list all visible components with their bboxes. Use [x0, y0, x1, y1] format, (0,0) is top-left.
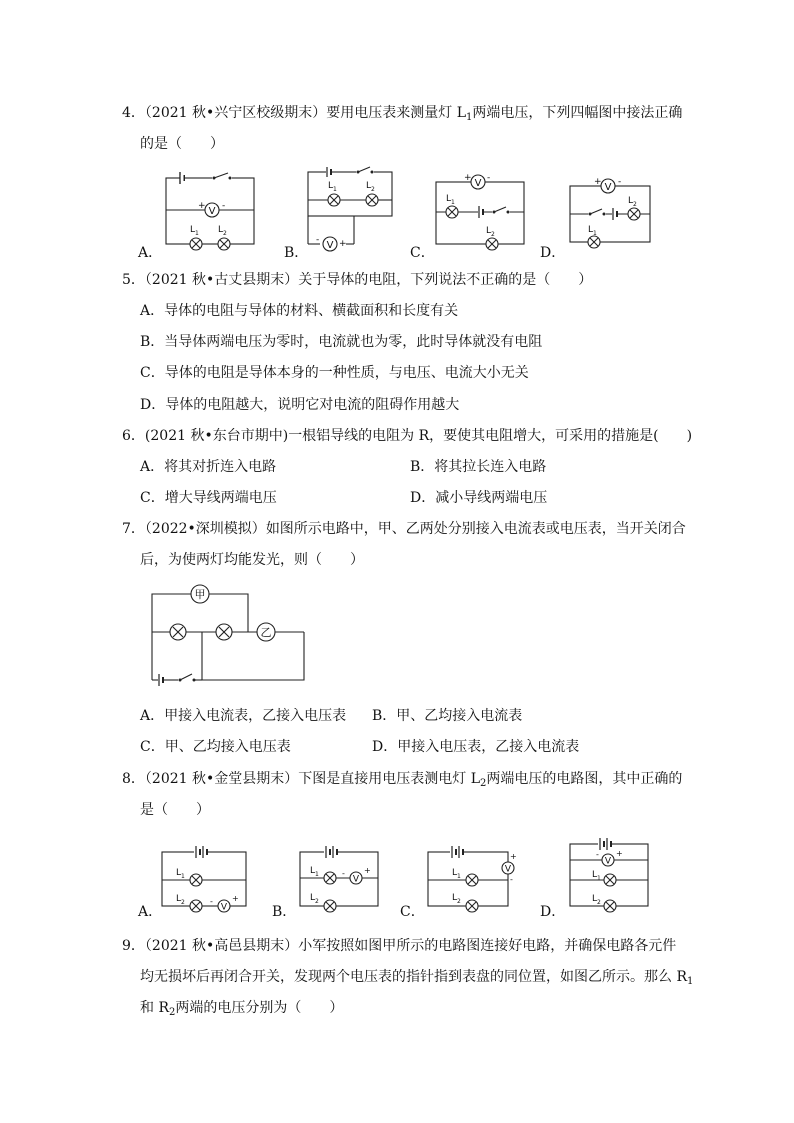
- q4-circuit-d: [568, 176, 654, 248]
- q4-label-c: C．: [410, 245, 435, 261]
- svg-text:V: V: [326, 240, 334, 251]
- q9-subscript-2: 2: [169, 1007, 176, 1018]
- svg-text:V: V: [604, 182, 612, 193]
- q4-line1: [122, 104, 682, 127]
- svg-text:甲: 甲: [194, 588, 206, 601]
- bulb-l2: [592, 894, 616, 912]
- svg-text:L: L: [176, 894, 182, 904]
- svg-text:2: 2: [491, 231, 495, 238]
- q8-text-b: 两端电压的电路图，其中正确的: [486, 771, 683, 787]
- q6-option-b: B．将其拉长连入电路: [410, 459, 547, 475]
- bulb-l2: [628, 196, 640, 220]
- q9-line2: [140, 968, 693, 991]
- svg-text:V: V: [352, 874, 360, 885]
- q8-label-b: B．: [272, 904, 297, 920]
- q9-line3: [140, 999, 343, 1022]
- q7-circuit: [148, 582, 312, 692]
- q8-circuit-a: [160, 844, 250, 914]
- meter-yi: [257, 623, 275, 641]
- bulb-l1: [328, 181, 340, 206]
- q9-subscript-1: 1: [687, 976, 694, 987]
- svg-text:L: L: [592, 894, 598, 904]
- svg-text:L: L: [190, 225, 196, 235]
- bulb-l2: [310, 893, 336, 912]
- svg-text:1: 1: [593, 230, 597, 237]
- bulb-l2: [452, 893, 478, 912]
- q5-option-c: C．导体的电阻是导体本身的一种性质，与电压、电流大小无关: [140, 365, 529, 381]
- q5-line1: [122, 271, 592, 289]
- q4-text-a: 要用电压表来测量灯 L: [326, 105, 467, 121]
- svg-text:2: 2: [181, 899, 185, 906]
- bulb-l2: [486, 226, 498, 250]
- q6-option-a: A．将其对折连入电路: [140, 459, 277, 475]
- svg-text:L: L: [592, 870, 598, 880]
- q6-number: 6．: [122, 428, 145, 444]
- q8-circuit-d: [568, 834, 652, 914]
- svg-text:+: +: [198, 201, 206, 211]
- bulb-right: [216, 624, 232, 640]
- svg-text:-: -: [510, 875, 513, 884]
- q8-label-c: C．: [400, 904, 425, 920]
- q8-label-d: D．: [540, 904, 566, 920]
- svg-text:L: L: [628, 196, 634, 206]
- battery-symbol: [180, 172, 185, 184]
- q4-label-a: A．: [138, 245, 163, 261]
- bulb-l1: [592, 870, 616, 886]
- q6-option-d: D．减小导线两端电压: [410, 490, 548, 506]
- switch-symbol: [179, 674, 203, 682]
- q8-circuit-c: [426, 844, 520, 914]
- svg-text:L: L: [588, 225, 594, 235]
- q6-line1: [122, 427, 692, 445]
- battery-symbol: [612, 208, 618, 220]
- voltmeter-symbol: [502, 852, 517, 884]
- bulb-l2: [366, 181, 378, 206]
- svg-text:+: +: [364, 866, 371, 875]
- svg-text:-: -: [210, 897, 213, 906]
- q9-line3-a: 和 R: [140, 1000, 169, 1016]
- meter-jia: [191, 585, 209, 603]
- svg-text:-: -: [618, 177, 622, 187]
- q4-circuit-b: [306, 166, 396, 250]
- svg-text:+: +: [464, 173, 472, 183]
- q8-label-a: A．: [138, 904, 163, 920]
- q5-number: 5．: [122, 272, 145, 288]
- q4-number: 4．: [122, 105, 145, 121]
- q4-label-b: B．: [284, 245, 309, 261]
- battery-symbol: [156, 674, 178, 686]
- switch-symbol: [356, 167, 374, 175]
- voltmeter-symbol: [210, 894, 239, 913]
- q9-number: 9．: [122, 938, 145, 954]
- svg-text:V: V: [208, 206, 216, 217]
- bulb-l1: [310, 866, 336, 884]
- q7-source: （2022•深圳模拟）: [144, 521, 266, 537]
- battery-symbol: [324, 846, 338, 858]
- q8-text-a: 下图是直接用电压表测电灯 L: [298, 771, 481, 787]
- q4-line2: 的是（ ）: [140, 136, 224, 152]
- svg-text:+: +: [510, 852, 517, 861]
- svg-text:L: L: [310, 893, 316, 903]
- q5-option-a: A．导体的电阻与导体的材料、横截面积和长度有关: [140, 303, 459, 319]
- q4-subscript: 1: [466, 112, 473, 123]
- svg-text:+: +: [339, 239, 347, 249]
- q7-option-c: C．甲、乙均接入电压表: [140, 739, 291, 755]
- svg-text:1: 1: [597, 875, 601, 882]
- svg-text:2: 2: [457, 898, 461, 905]
- bulb-left: [170, 624, 186, 640]
- q8-subscript: 2: [480, 778, 487, 789]
- q7-option-a: A．甲接入电流表，乙接入电压表: [140, 708, 347, 724]
- svg-text:V: V: [504, 864, 512, 875]
- bulb-l1: [588, 225, 600, 248]
- q4-circuit-c: [434, 172, 528, 248]
- svg-text:L: L: [366, 181, 372, 191]
- svg-text:2: 2: [633, 201, 637, 208]
- q5-text: 关于导体的电阻，下列说法不正确的是（ ）: [298, 272, 593, 288]
- bulb-l1: [446, 194, 458, 218]
- battery-symbol: [450, 846, 464, 858]
- svg-text:V: V: [474, 178, 482, 189]
- svg-text:L: L: [310, 866, 316, 876]
- svg-text:L: L: [176, 868, 182, 878]
- svg-text:+: +: [616, 849, 623, 858]
- svg-text:L: L: [446, 194, 452, 204]
- bulb-l1: [452, 868, 478, 886]
- q4-label-d: D．: [540, 245, 566, 261]
- svg-text:-: -: [596, 850, 599, 859]
- q8-circuit-b: [298, 844, 382, 914]
- svg-text:L: L: [452, 868, 458, 878]
- q5-option-b: B．当导体两端电压为零时，电流就也为零，此时导体就没有电阻: [140, 334, 543, 350]
- voltmeter-symbol: [594, 177, 621, 193]
- q9-line2-text: 均无损坏后再闭合开关，发现两个电压表的指针指到表盘的同位置，如图乙所示。那么 R: [140, 969, 687, 985]
- q7-option-d: D．甲接入电压表，乙接入电流表: [372, 739, 580, 755]
- voltmeter-symbol: [342, 866, 371, 885]
- q4-text-b: 两端电压，下列四幅图中接法正确: [472, 105, 683, 121]
- svg-text:1: 1: [195, 230, 199, 237]
- switch-symbol: [212, 173, 232, 180]
- switch-symbol: [492, 207, 510, 215]
- voltmeter-symbol: [464, 173, 490, 189]
- q5-option-d: D．导体的电阻越大，说明它对电流的阻碍作用越大: [140, 397, 460, 413]
- svg-text:1: 1: [451, 199, 455, 206]
- svg-text:乙: 乙: [260, 626, 272, 639]
- q7-line1: [122, 520, 686, 538]
- svg-text:+: +: [232, 894, 239, 903]
- svg-text:L: L: [218, 225, 224, 235]
- q9-line1: [122, 937, 676, 955]
- svg-text:L: L: [328, 181, 334, 191]
- q4-source: （2021 秋•兴宁区校级期末）: [144, 105, 327, 121]
- switch-symbol: [588, 209, 606, 217]
- svg-text:-: -: [342, 869, 345, 878]
- q8-line2: 是（ ）: [140, 802, 210, 818]
- svg-text:1: 1: [457, 873, 461, 880]
- q7-number: 7．: [122, 521, 145, 537]
- q5-source: （2021 秋•古丈县期末）: [144, 272, 299, 288]
- svg-text:-: -: [487, 173, 491, 183]
- svg-text:+: +: [594, 177, 602, 187]
- battery-symbol: [194, 846, 208, 858]
- bulb-l2: [218, 225, 230, 250]
- q9-line3-b: 两端的电压分别为（ ）: [175, 1000, 344, 1016]
- svg-text:L: L: [486, 226, 492, 236]
- svg-text:2: 2: [371, 186, 375, 193]
- svg-text:-: -: [316, 235, 320, 245]
- q9-text: 小军按照如图甲所示的电路图连接好电路，并确保电路各元件: [298, 938, 677, 954]
- svg-text:2: 2: [315, 898, 319, 905]
- svg-text:L: L: [452, 893, 458, 903]
- q7-option-b: B．甲、乙均接入电流表: [372, 708, 523, 724]
- voltmeter-symbol: [596, 849, 623, 867]
- q6-source: (2021 秋•东台市期中): [144, 428, 289, 444]
- q8-source: （2021 秋•金堂县期末）: [144, 771, 299, 787]
- bulb-l1: [176, 868, 202, 886]
- svg-text:2: 2: [223, 230, 227, 237]
- q8-number: 8．: [122, 771, 145, 787]
- q9-source: （2021 秋•高邑县期末）: [144, 938, 299, 954]
- svg-text:V: V: [220, 902, 228, 913]
- q7-text: 如图所示电路中，甲、乙两处分别接入电流表或电压表，当开关闭合: [265, 521, 686, 537]
- q4-circuit-a: [160, 168, 260, 248]
- voltmeter-symbol: [198, 201, 225, 217]
- voltmeter-symbol: [316, 235, 347, 251]
- svg-text:1: 1: [315, 871, 319, 878]
- svg-text:V: V: [604, 856, 612, 867]
- bulb-l2: [176, 894, 202, 912]
- q6-text: 一根铝导线的电阻为 R，要使其电阻增大，可采用的措施是( ): [288, 428, 693, 444]
- battery-symbol: [598, 838, 612, 850]
- q6-option-c: C．增大导线两端电压: [140, 490, 277, 506]
- q8-line1: [122, 770, 682, 793]
- battery-symbol: [326, 167, 332, 177]
- svg-text:-: -: [222, 201, 226, 211]
- battery-symbol: [478, 206, 484, 218]
- svg-text:1: 1: [333, 186, 337, 193]
- q7-line2: 后，为使两灯均能发光，则（ ）: [140, 552, 364, 568]
- svg-text:2: 2: [597, 899, 601, 906]
- svg-text:1: 1: [181, 873, 185, 880]
- bulb-l1: [190, 225, 202, 250]
